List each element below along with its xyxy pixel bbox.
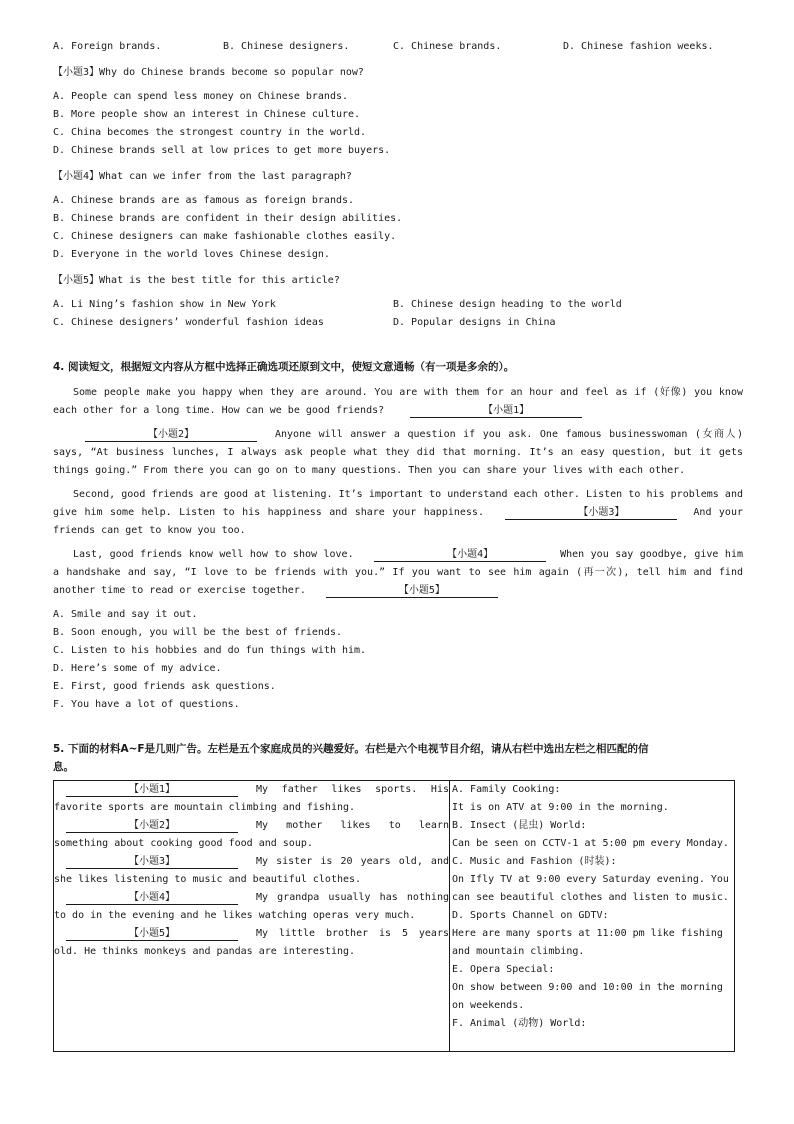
tv-program-b-desc: Can be seen on CCTV-1 at 5:00 pm every Monday. <box>452 838 729 849</box>
q2-option-a: A. Foreign brands. <box>53 41 162 52</box>
q3-option-d: D. Chinese brands sell at low prices to get more buyers. <box>53 145 391 156</box>
section4-option-a: A. Smile and say it out. <box>53 609 198 620</box>
left-blank-5[interactable]: 【小题5】 <box>66 928 238 941</box>
section5-title-line1: 5. 下面的材料A~F是几则广告。左栏是五个家庭成员的兴趣爱好。右栏是六个电视节目介绍，请从右栏中选出左栏之相匹配的信 <box>53 743 649 755</box>
q2-option-b: B. Chinese designers. <box>223 41 350 52</box>
left-item-5 <box>54 925 449 961</box>
tv-program-a-desc: It is on ATV at 9:00 in the morning. <box>452 802 669 813</box>
paragraph-3-end: And your friends can get to know you too. <box>53 507 743 536</box>
tv-program-d-desc-1: Here are many sports at 11:00 pm like fishing <box>452 928 723 939</box>
left-blank-3[interactable]: 【小题3】 <box>66 856 238 869</box>
passage-paragraph-1 <box>53 384 743 420</box>
q4-option-a: A. Chinese brands are as famous as foreign brands. <box>53 195 355 206</box>
left-blank-4[interactable]: 【小题4】 <box>66 892 238 905</box>
left-text-1: My father likes sports. His favorite sports are mountain climbing and fishing. <box>54 784 449 813</box>
paragraph-1-text: Some people make you happy when they are around. You are with them for an hour and feel as if (好像) you know each other for a long time. How can we be good friends? <box>53 387 743 416</box>
q4-option-c: C. Chinese designers can make fashionable clothes easily. <box>53 231 397 242</box>
passage-paragraph-4 <box>53 546 743 600</box>
tv-program-d-desc-2: and mountain climbing. <box>452 946 585 957</box>
q5-option-a: A. Li Ning’s fashion show in New York <box>53 299 276 310</box>
matching-left-column <box>54 781 450 1052</box>
left-text-3: My sister is 20 years old, and she likes listening to music and beautiful clothes. <box>54 856 449 885</box>
blank-2[interactable]: 【小题2】 <box>85 429 257 442</box>
document-page <box>53 38 743 1052</box>
tv-program-c-desc-2: can see beautiful clothes and listen to music. <box>452 892 729 903</box>
left-text-5: My little brother is 5 years old. He thinks monkeys and pandas are interesting. <box>54 928 449 957</box>
tv-program-c-title: C. Music and Fashion (时装): <box>452 856 617 867</box>
q5-option-b: B. Chinese design heading to the world <box>393 299 622 310</box>
tv-program-a-title: A. Family Cooking: <box>452 784 561 795</box>
matching-table <box>53 780 735 1052</box>
q4-option-b: B. Chinese brands are confident in their design abilities. <box>53 213 403 224</box>
q5-option-d: D. Popular designs in China <box>393 317 556 328</box>
matching-right-column <box>450 781 735 1052</box>
tv-program-e-title: E. Opera Special: <box>452 964 555 975</box>
tv-program-e-desc-1: On show between 9:00 and 10:00 in the morning <box>452 982 723 993</box>
tv-program-c-desc-1: On Ifly TV at 9:00 every Saturday evening. You <box>452 874 729 885</box>
section4-option-b: B. Soon enough, you will be the best of friends. <box>53 627 342 638</box>
tv-program-f-title: F. Animal (动物) World: <box>452 1018 587 1029</box>
section4-options <box>53 606 743 714</box>
q5-option-c: C. Chinese designers’ wonderful fashion ideas <box>53 317 324 328</box>
tv-program-b-title: B. Insect (昆虫) World: <box>452 820 587 831</box>
section5-title-line2: 息。 <box>53 761 74 773</box>
passage-paragraph-2 <box>53 426 743 480</box>
q3-stem: 【小题3】Why do Chinese brands become so popular now? <box>53 67 364 78</box>
q5-stem: 【小题5】What is the best title for this article? <box>53 275 340 286</box>
q4-option-d: D. Everyone in the world loves Chinese design. <box>53 249 330 260</box>
section4-option-d: D. Here’s some of my advice. <box>53 663 222 674</box>
q4-stem: 【小题4】What can we infer from the last paragraph? <box>53 171 352 182</box>
blank-1[interactable]: 【小题1】 <box>410 405 582 418</box>
section4-title: 4. 阅读短文，根据短文内容从方框中选择正确选项还原到文中，使短文意通畅（有一项是多余的）。 <box>53 361 515 373</box>
left-blank-2[interactable]: 【小题2】 <box>66 820 238 833</box>
blank-3[interactable]: 【小题3】 <box>505 507 677 520</box>
left-item-4 <box>54 889 449 925</box>
passage-paragraph-3 <box>53 486 743 540</box>
tv-program-e-desc-2: on weekends. <box>452 1000 525 1011</box>
q3-option-a: A. People can spend less money on Chinese brands. <box>53 91 349 102</box>
section4-passage <box>53 384 743 600</box>
section4-option-e: E. First, good friends ask questions. <box>53 681 276 692</box>
q3-option-c: C. China becomes the strongest country in the world. <box>53 127 367 138</box>
blank-4[interactable]: 【小题4】 <box>374 549 546 562</box>
q2-options <box>53 38 743 56</box>
left-item-1 <box>54 781 449 817</box>
left-item-3 <box>54 853 449 889</box>
section4-option-c: C. Listen to his hobbies and do fun things with him. <box>53 645 367 656</box>
tv-program-d-title: D. Sports Channel on GDTV: <box>452 910 609 921</box>
blank-5[interactable]: 【小题5】 <box>326 585 498 598</box>
q2-option-c: C. Chinese brands. <box>393 41 502 52</box>
section4-option-f: F. You have a lot of questions. <box>53 699 240 710</box>
q5-options-row2 <box>53 314 743 332</box>
paragraph-3-text: Second, good friends are good at listening. It’s important to understand each other. Listen to his problems and give him some help. Listen to his happiness and share your happiness. <box>53 489 743 518</box>
q3-option-b: B. More people show an interest in Chinese culture. <box>53 109 361 120</box>
q2-option-d: D. Chinese fashion weeks. <box>563 41 714 52</box>
left-text-4: My grandpa usually has nothing to do in the evening and he likes watching operas very much. <box>54 892 449 921</box>
left-blank-1[interactable]: 【小题1】 <box>66 784 238 797</box>
paragraph-4-text-b: When you say goodbye, give him a handshake and say, “I love to be friends with you.” If you want to see him again (再一次), tell him and find another time to read or exercise together. <box>53 549 743 596</box>
left-item-2 <box>54 817 449 853</box>
q5-options-row1 <box>53 296 743 314</box>
left-text-2: My mother likes to learn something about cooking good food and soup. <box>54 820 449 849</box>
paragraph-2-text: Anyone will answer a question if you ask. One famous businesswoman (女商人) says, “At business lunches, I always ask people what they did that morning. It’s an easy question, but it gets things going.” From there you can go on to many questions. Then you can share your lives with each other. <box>53 429 743 476</box>
paragraph-4-text-a: Last, good friends know well how to show love. <box>73 549 354 560</box>
